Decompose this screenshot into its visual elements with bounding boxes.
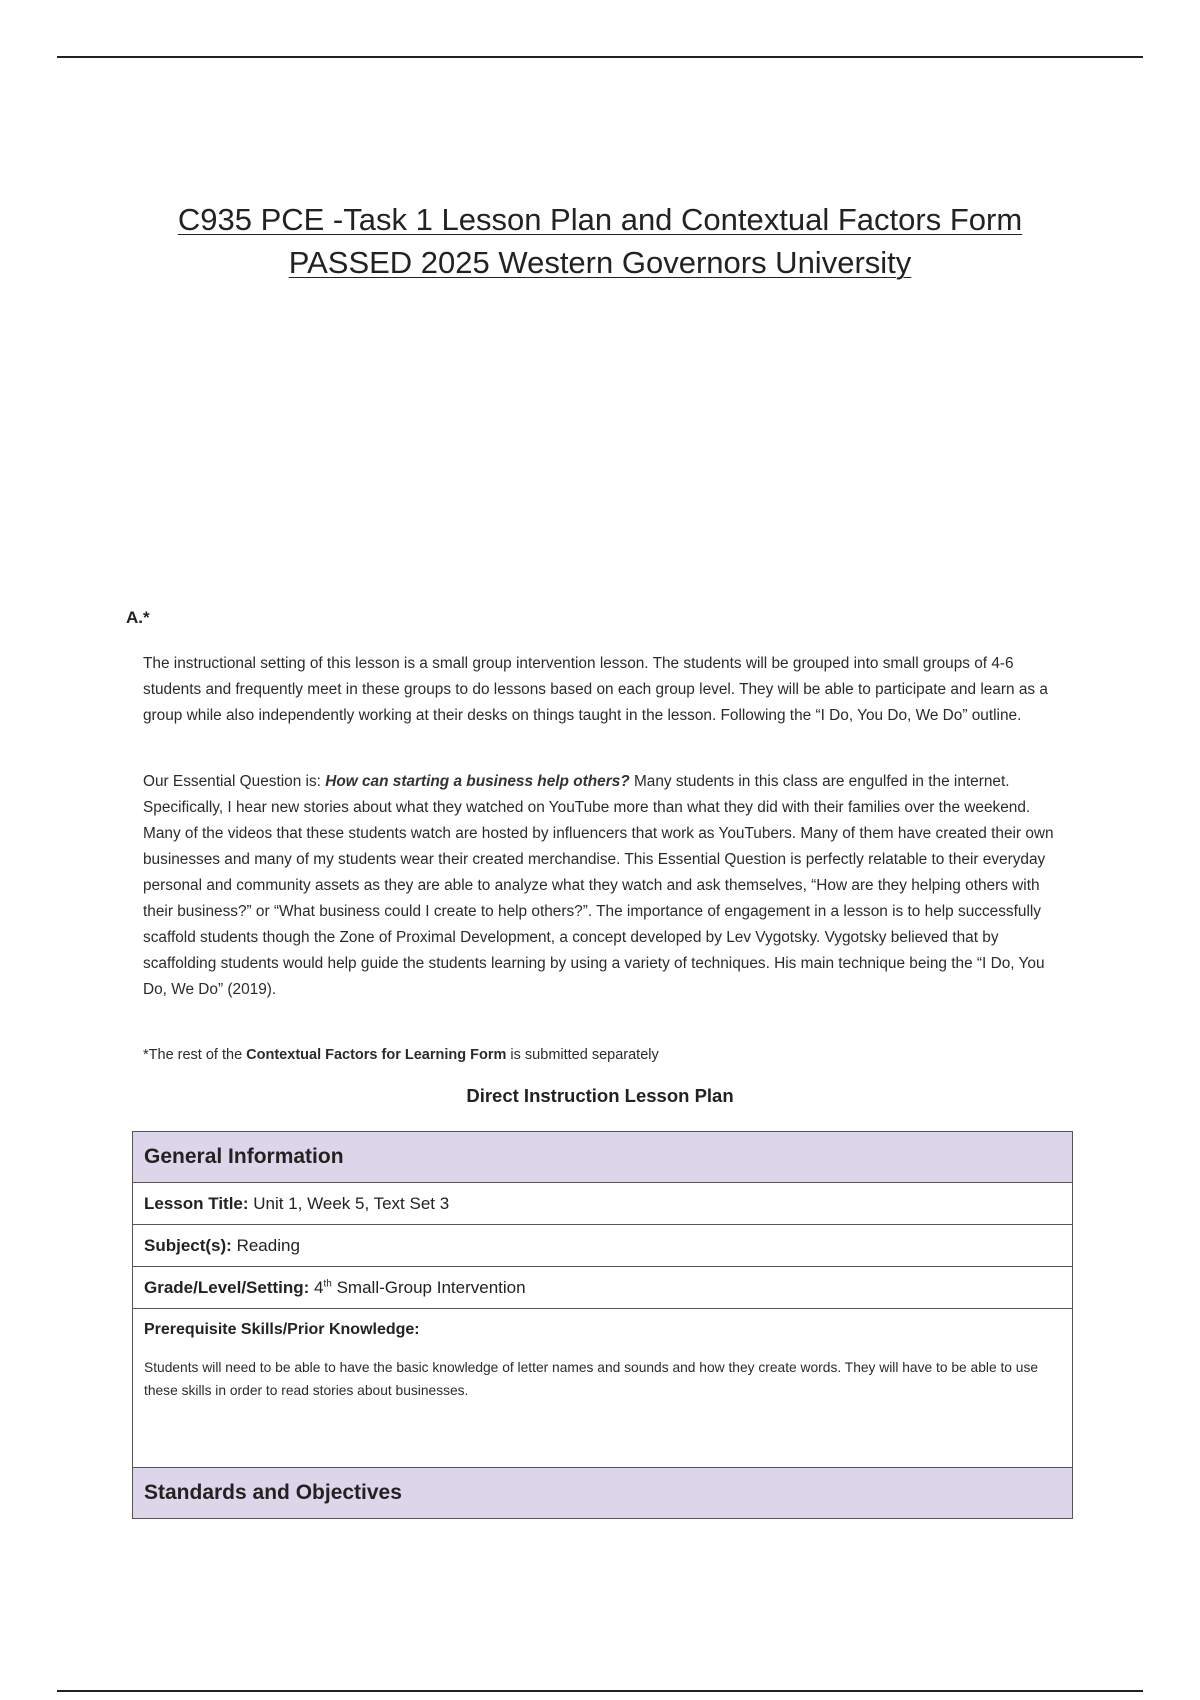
standards-header-row — [133, 1468, 1073, 1519]
document-title — [100, 198, 1100, 284]
lesson-plan-table — [132, 1131, 1073, 1519]
grade-cell — [133, 1267, 1073, 1309]
prerequisite-cell — [133, 1309, 1073, 1468]
subjects-value: Reading — [231, 1235, 300, 1255]
title-line-2: PASSED 2025 Western Governors University — [288, 245, 912, 280]
grade-label: Grade/Level/Setting: — [144, 1277, 310, 1297]
standards-header: Standards and Objectives — [133, 1468, 1073, 1519]
prerequisite-label: Prerequisite Skills/Prior Knowledge: — [144, 1321, 420, 1338]
prerequisite-text: Students will need to be able to have the basic knowledge of letter names and sounds and how they create words. They will have to be able to use these skills in order to read stories about businesses. — [144, 1360, 1039, 1398]
essential-question-body: Many students in this class are engulfed in the internet. Specifically, I hear new stories about what they watched on YouTube more than what they did with their families over the weekend. Many of the videos that these students watch are hosted by influencers that work as YouTubers. Many of them have created their own businesses and many of my students wear their created merchandise. This Essential Question is perfectly relatable to their everyday personal and community assets as they are able to analyze what they watch and ask themselves, “How are they helping others with their business?” or “What business could I create to help others?”. The importance of engagement in a lesson is to help successfully scaffold students though the Zone of Proximal Development, a concept developed by Lev Vygotsky. Vygotsky believed that by scaffolding students would help guide the students learning by using a variety of techniques. His main technique being the “I Do, You Do, We Do” (2019). — [143, 773, 1054, 998]
grade-row — [133, 1267, 1073, 1309]
top-rule — [57, 56, 1143, 58]
lesson-title-label: Lesson Title: — [144, 1193, 249, 1213]
section-a-label: A.* — [126, 608, 150, 627]
grade-value-suffix: th — [323, 1277, 332, 1289]
contextual-factors-note — [143, 1042, 1055, 1068]
note-suffix: is submitted separately — [506, 1047, 659, 1063]
bottom-rule — [57, 1690, 1143, 1692]
note-prefix: *The rest of the — [143, 1047, 247, 1063]
general-info-header: General Information — [133, 1132, 1073, 1183]
prerequisite-row — [133, 1309, 1073, 1468]
subjects-label: Subject(s): — [144, 1235, 232, 1255]
subjects-row — [133, 1225, 1073, 1267]
lesson-title-value: Unit 1, Week 5, Text Set 3 — [248, 1193, 450, 1213]
note-form-name: Contextual Factors for Learning Form — [246, 1047, 507, 1063]
lesson-title-row — [133, 1183, 1073, 1225]
grade-value-number: 4 — [309, 1277, 324, 1297]
lesson-plan-heading: Direct Instruction Lesson Plan — [466, 1085, 734, 1106]
instructional-setting-paragraph: The instructional setting of this lesson is a small group intervention lesson. The students will be grouped into small groups of 4-6 students and frequently meet in these groups to do lessons based on each group level. They will be able to participate and learn as a group while also independently working at their desks on things taught in the lesson. Following the “I Do, You Do, We Do” outline. — [143, 655, 1048, 724]
essential-question-paragraph — [143, 769, 1055, 1003]
general-info-header-row — [133, 1132, 1073, 1183]
essential-question-intro: Our Essential Question is: — [143, 773, 326, 790]
subjects-cell — [133, 1225, 1073, 1267]
grade-value-setting: Small-Group Intervention — [331, 1277, 526, 1297]
essential-question-text: How can starting a business help others? — [325, 773, 630, 790]
lesson-title-cell — [133, 1183, 1073, 1225]
title-line-1: C935 PCE -Task 1 Lesson Plan and Contextual Factors Form — [177, 202, 1023, 237]
